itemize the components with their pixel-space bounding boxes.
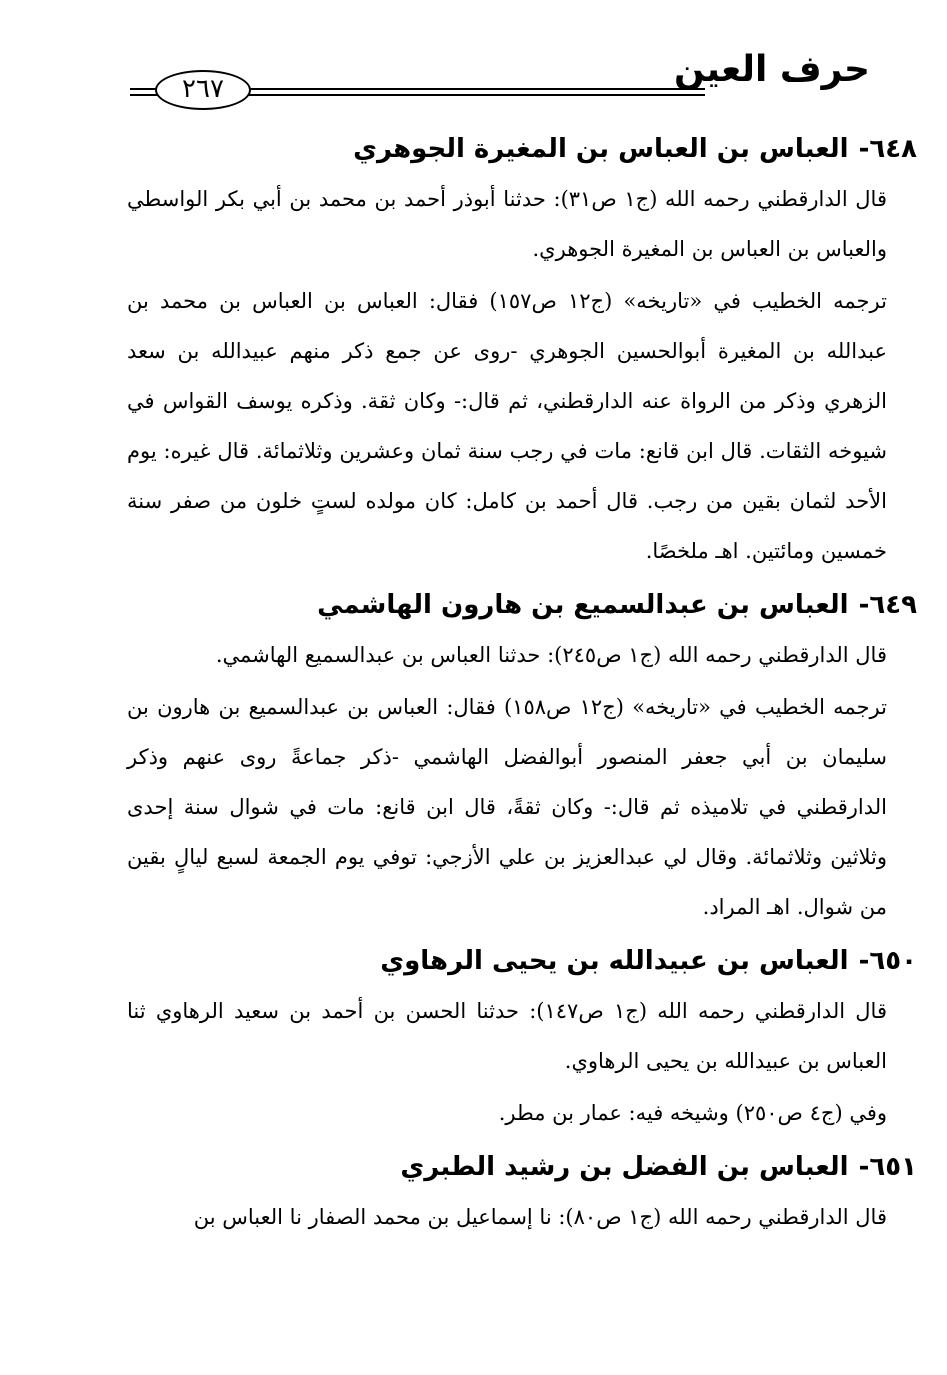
entry-number: ٦٥١- (858, 1152, 917, 1182)
entry-paragraph: ترجمه الخطيب في «تاريخه» (ج١٢ ص١٥٧) فقال: العباس بن العباس بن محمد بن عبدالله بن المغيرة أبوالحسين الجوهري -روى عن جمع ذكر منهم عبيدالله بن سعد الزهري وذكر من الرواة عنه الدارقطني، ثم قال:- وكان ثقة. وذكره يوسف القواس في شيوخه الثقات. قال ابن قانع: مات في رجب سنة ثمان وعشرين وثلاثمائة. قال غيره: يوم الأحد لثمان بقين من رجب. قال أحمد بن كامل: كان مولده لستٍ خلون من صفر سنة خمسين ومائتين. اهـ ملخصًا. (127, 289, 887, 563)
entry-paragraph: وفي (ج٤ ص٢٥٠) وشيخه فيه: عمار بن مطر. (498, 1101, 887, 1125)
biography-entry (127, 586, 917, 932)
entry-heading (127, 130, 917, 168)
biography-entry (127, 942, 917, 1138)
entry-name: العباس بن عبيدالله بن يحيى الرهاوي (380, 946, 849, 976)
page-header (130, 48, 870, 108)
entry-paragraph: قال الدارقطني رحمه الله (ج١ ص١٤٧): حدثنا الحسن بن أحمد بن سعيد الرهاوي ثنا العباس بن عبيدالله بن يحيى الرهاوي. (127, 999, 887, 1073)
entry-name: العباس بن عبدالسميع بن هارون الهاشمي (317, 590, 849, 620)
entry-paragraph: قال الدارقطني رحمه الله (ج١ ص٢٤٥): حدثنا العباس بن عبدالسميع الهاشمي. (215, 643, 887, 667)
entry-heading (127, 586, 917, 624)
entry-heading (127, 942, 917, 980)
biography-entry (127, 130, 917, 576)
entry-number: ٦٤٩- (858, 590, 917, 620)
entry-paragraph: قال الدارقطني رحمه الله (ج١ ص٣١): حدثنا أبوذر أحمد بن محمد بن أبي بكر الواسطي والعباس بن العباس بن المغيرة الجوهري. (127, 187, 887, 261)
entry-number: ٦٤٨- (858, 134, 917, 164)
entry-name: العباس بن الفضل بن رشيد الطبري (400, 1152, 849, 1182)
entry-heading (127, 1148, 917, 1186)
entry-name: العباس بن العباس بن المغيرة الجوهري (353, 134, 849, 164)
entry-number: ٦٥٠- (858, 946, 917, 976)
page-number: ٢٦٧ (155, 70, 251, 110)
entry-paragraph: ترجمه الخطيب في «تاريخه» (ج١٢ ص١٥٨) فقال: العباس بن عبدالسميع بن هارون بن سليمان بن أبي جعفر المنصور أبوالفضل الهاشمي -ذكر جماعةً روى عنهم وذكر الدارقطني في تلاميذه ثم قال:- وكان ثقةً، قال ابن قانع: مات في شوال سنة إحدى وثلاثين وثلاثمائة. وقال لي عبدالعزيز بن علي الأزجي: توفي يوم الجمعة لسبع ليالٍ بقين من شوال. اهـ المراد. (127, 695, 887, 919)
entry-paragraph: قال الدارقطني رحمه الله (ج١ ص٨٠): نا إسماعيل بن محمد الصفار نا العباس بن (193, 1205, 887, 1229)
chapter-title: حرف العين (674, 49, 870, 90)
biography-entry (127, 1148, 917, 1242)
page-content (127, 120, 917, 1242)
